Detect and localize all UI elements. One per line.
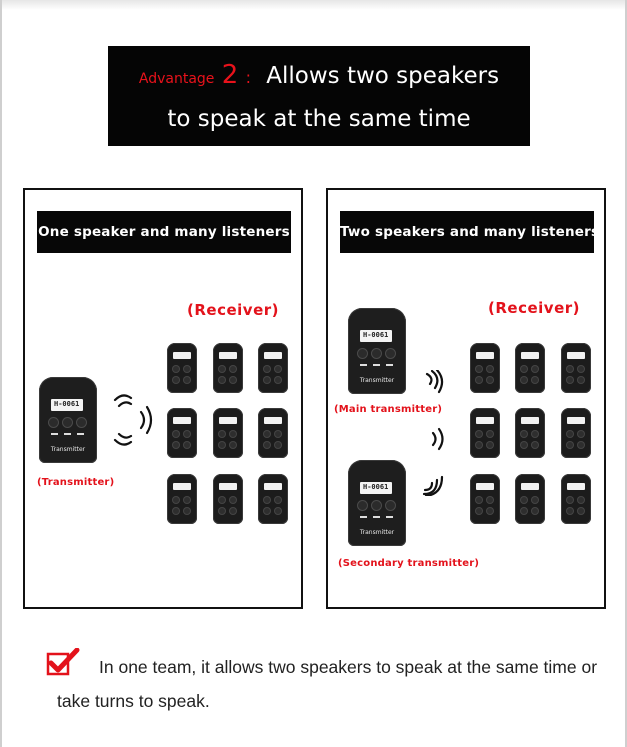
receiver-device: [515, 408, 545, 458]
receiver-device: [561, 343, 591, 393]
left-border: [0, 0, 2, 747]
main-transmitter-label: (Main transmitter): [334, 404, 443, 415]
receiver-device: [213, 408, 243, 458]
receiver-device: [515, 343, 545, 393]
receiver-device: [470, 474, 500, 524]
panel-title: Two speakers and many listeners: [340, 211, 594, 253]
secondary-transmitter-device: H-0061 Transmitter: [348, 460, 406, 546]
advantage-number: 2: [221, 60, 239, 90]
advantage-colon: :: [245, 68, 251, 87]
receiver-label: (Receiver): [488, 299, 580, 317]
advantage-word: Advantage: [138, 71, 215, 87]
receiver-device: [515, 474, 545, 524]
transmitter-device: [39, 377, 97, 463]
signal-waves-icon: [422, 474, 446, 496]
receiver-device: [258, 474, 288, 524]
advantage-banner: [108, 46, 530, 146]
receiver-device: [258, 408, 288, 458]
receiver-device: [213, 343, 243, 393]
transmitter-brand: Transmitter: [50, 446, 86, 453]
receiver-device: [561, 408, 591, 458]
banner-heading-line-1: Allows two speakers: [266, 63, 500, 89]
banner-heading-line-2: to speak at the same time: [167, 106, 471, 132]
receiver-device: [167, 474, 197, 524]
signal-waves-icon: [424, 370, 446, 394]
receiver-label: (Receiver): [187, 301, 279, 319]
receiver-device: [470, 343, 500, 393]
receiver-device: [213, 474, 243, 524]
receiver-device: [167, 408, 197, 458]
receiver-device: [258, 343, 288, 393]
receiver-device: [470, 408, 500, 458]
signal-waves-icon: [107, 388, 157, 452]
two-speaker-panel: [326, 188, 606, 609]
secondary-transmitter-label: (Secondary transmitter): [338, 558, 480, 569]
receiver-device: [561, 474, 591, 524]
signal-waves-icon: [430, 426, 450, 452]
main-transmitter-device: H-0061 Transmitter: [348, 308, 406, 394]
top-fade: [0, 0, 627, 10]
transmitter-label: (Transmitter): [37, 477, 115, 488]
banner-line-1: [108, 60, 530, 94]
panel-title: One speaker and many listeners: [37, 211, 291, 253]
one-speaker-panel: [23, 188, 303, 609]
transmitter-screen: H-0061: [51, 399, 83, 411]
receiver-device: [167, 343, 197, 393]
footer-note: In one team, it allows two speakers to speak at the same time or take turns to speak.: [57, 657, 598, 711]
